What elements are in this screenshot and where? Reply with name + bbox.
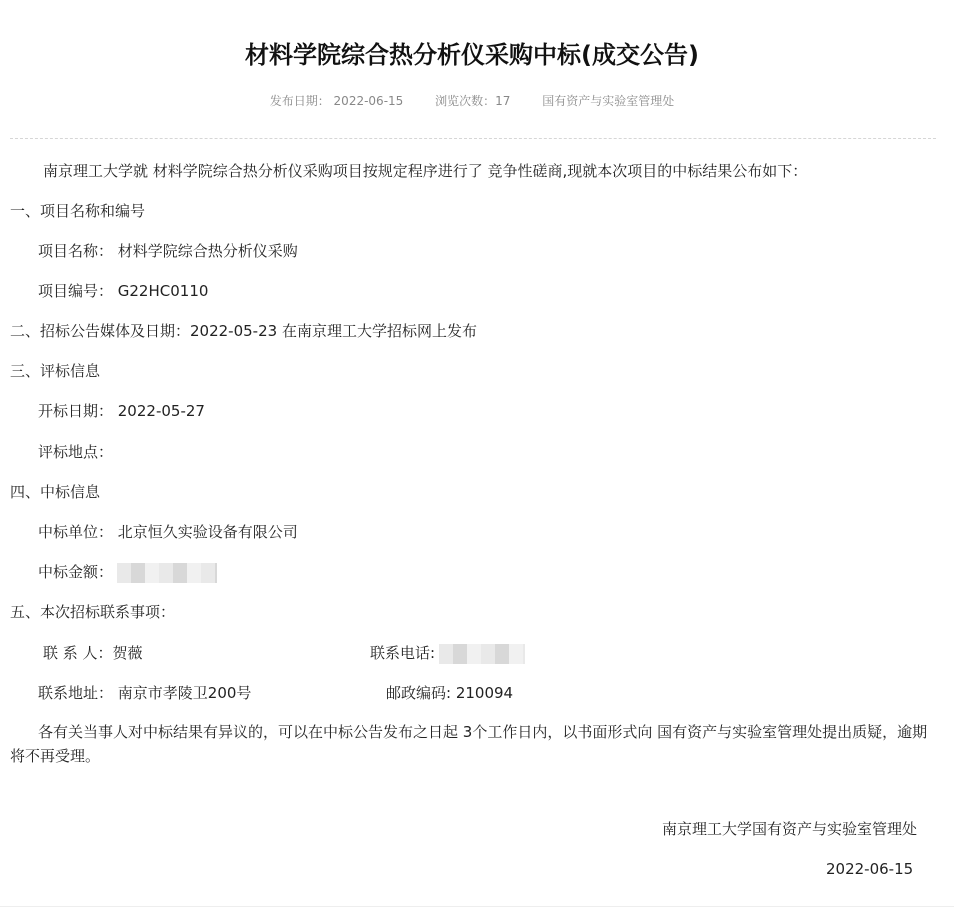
signature-date: 2022-06-15	[826, 860, 914, 878]
section-heading-3: 三、评标信息	[10, 362, 101, 380]
evaluation-location: 评标地点：	[38, 443, 114, 461]
project-name: 项目名称： 材料学院综合热分析仪采购	[38, 242, 298, 260]
signature-organization: 南京理工大学国有资产与实验室管理处	[662, 820, 918, 838]
article-meta	[0, 92, 944, 110]
project-number: 项目编号： G22HC0110	[38, 282, 209, 300]
redacted-phone	[439, 644, 525, 664]
postal-code: 邮政编码: 210094	[386, 684, 514, 702]
page-title: 材料学院综合热分析仪采购中标(成交公告)	[245, 41, 699, 69]
contact-address: 联系地址： 南京市孝陵卫200号	[38, 684, 252, 702]
contact-phone-label: 联系电话:	[370, 644, 436, 662]
contact-person: 联 系 人：贺薇	[43, 644, 143, 662]
section-heading-2: 二、招标公告媒体及日期：2022-05-23 在南京理工大学招标网上发布	[10, 322, 477, 340]
footer-divider	[0, 906, 954, 907]
bid-opening-date: 开标日期： 2022-05-27	[38, 402, 205, 420]
section-heading-4: 四、中标信息	[10, 483, 101, 501]
redacted-amount	[117, 563, 217, 583]
department-name: 国有资产与实验室管理处	[542, 94, 675, 108]
objection-notice: 各有关当事人对中标结果有异议的，可以在中标公告发布之日起 3个工作日内，以书面形式向 国有资产与实验室管理处提出质疑，逾期将不再受理。	[10, 723, 928, 765]
winning-amount	[38, 561, 217, 583]
intro-text: 南京理工大学就 材料学院综合热分析仪采购项目按规定程序进行了 竞争性磋商,现就本次项目的中标结果公布如下：	[43, 162, 808, 180]
publish-date: 发布日期： 2022-06-15	[269, 94, 404, 108]
section-heading-1: 一、项目名称和编号	[10, 202, 146, 220]
section-heading-5: 五、本次招标联系事项：	[10, 603, 176, 621]
winning-company: 中标单位： 北京恒久实验设备有限公司	[38, 523, 298, 541]
header-divider	[10, 138, 936, 139]
contact-phone	[370, 642, 525, 664]
view-count: 浏览次数：17	[435, 94, 511, 108]
winning-amount-label: 中标金额：	[38, 563, 114, 581]
